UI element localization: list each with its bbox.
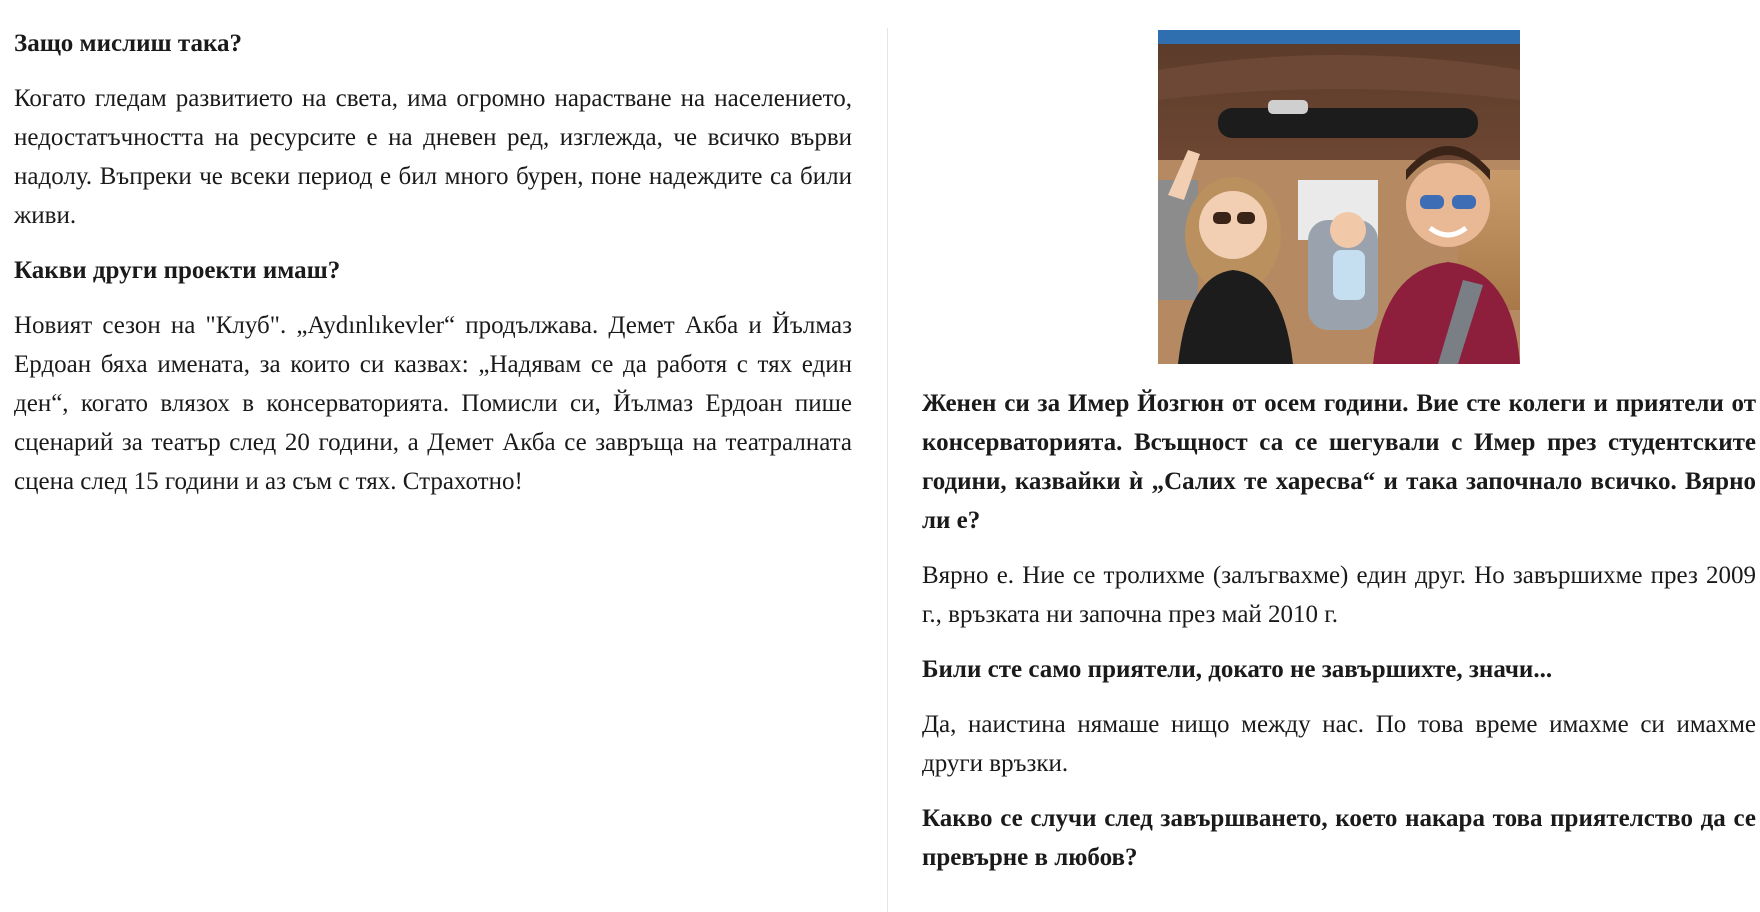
answer-only-friends: Да, наистина нямаше нищо между нас. По това време имахме си имахме други връзки. (922, 711, 1756, 777)
answer-married-to-imer: Вярно е. Ние се тролихме (залъгвахме) един друг. Но завършихме през 2009 г., връзката ни започна през май 2010 г. (922, 562, 1756, 628)
question-only-friends: Били сте само приятели, докато не завършихте, значи... (922, 656, 1553, 683)
left-column (14, 24, 852, 517)
question-married-to-imer: Женен си за Имер Йозгюн от осем години. Вие сте колеги и приятели от консерваторията. Всъщност са се шегували с Имер през студентските години, казвайки ѝ „Салих те харесва“ и така започнало всичко. Вярно ли е? (922, 390, 1756, 534)
answer-other-projects: Новият сезон на "Клуб". „Aydınlıkevler“ продължава. Демет Акба и Йълмаз Ердоан бяха имената, за които си казвах: „Надявам се да работя с тях един ден“, когато влязох в консерваторията. Помисли си, Йълмаз Ердоан пише сценарий за театър след 20 години, а Демет Акба се завръща на театралната сцена след 15 години и аз съм с тях. Страхотно! (14, 312, 852, 495)
question-why-think-so: Защо мислиш така? (14, 30, 242, 57)
family-in-car-photo-icon (1158, 30, 1520, 364)
question-other-projects: Какви други проекти имаш? (14, 257, 341, 284)
family-photo (1158, 30, 1520, 364)
right-column (922, 30, 1756, 893)
answer-why-think-so: Когато гледам развитието на света, има огромно нарастване на населението, недостатъчността на ресурсите е на дневен ред, изглежда, че всичко върви надолу. Въпреки че всеки период е бил много бурен, поне надеждите са били живи. (14, 85, 852, 229)
column-divider (887, 28, 888, 912)
question-friendship-to-love: Какво се случи след завършването, което накара това приятелство да се превърне в любов? (922, 805, 1756, 871)
